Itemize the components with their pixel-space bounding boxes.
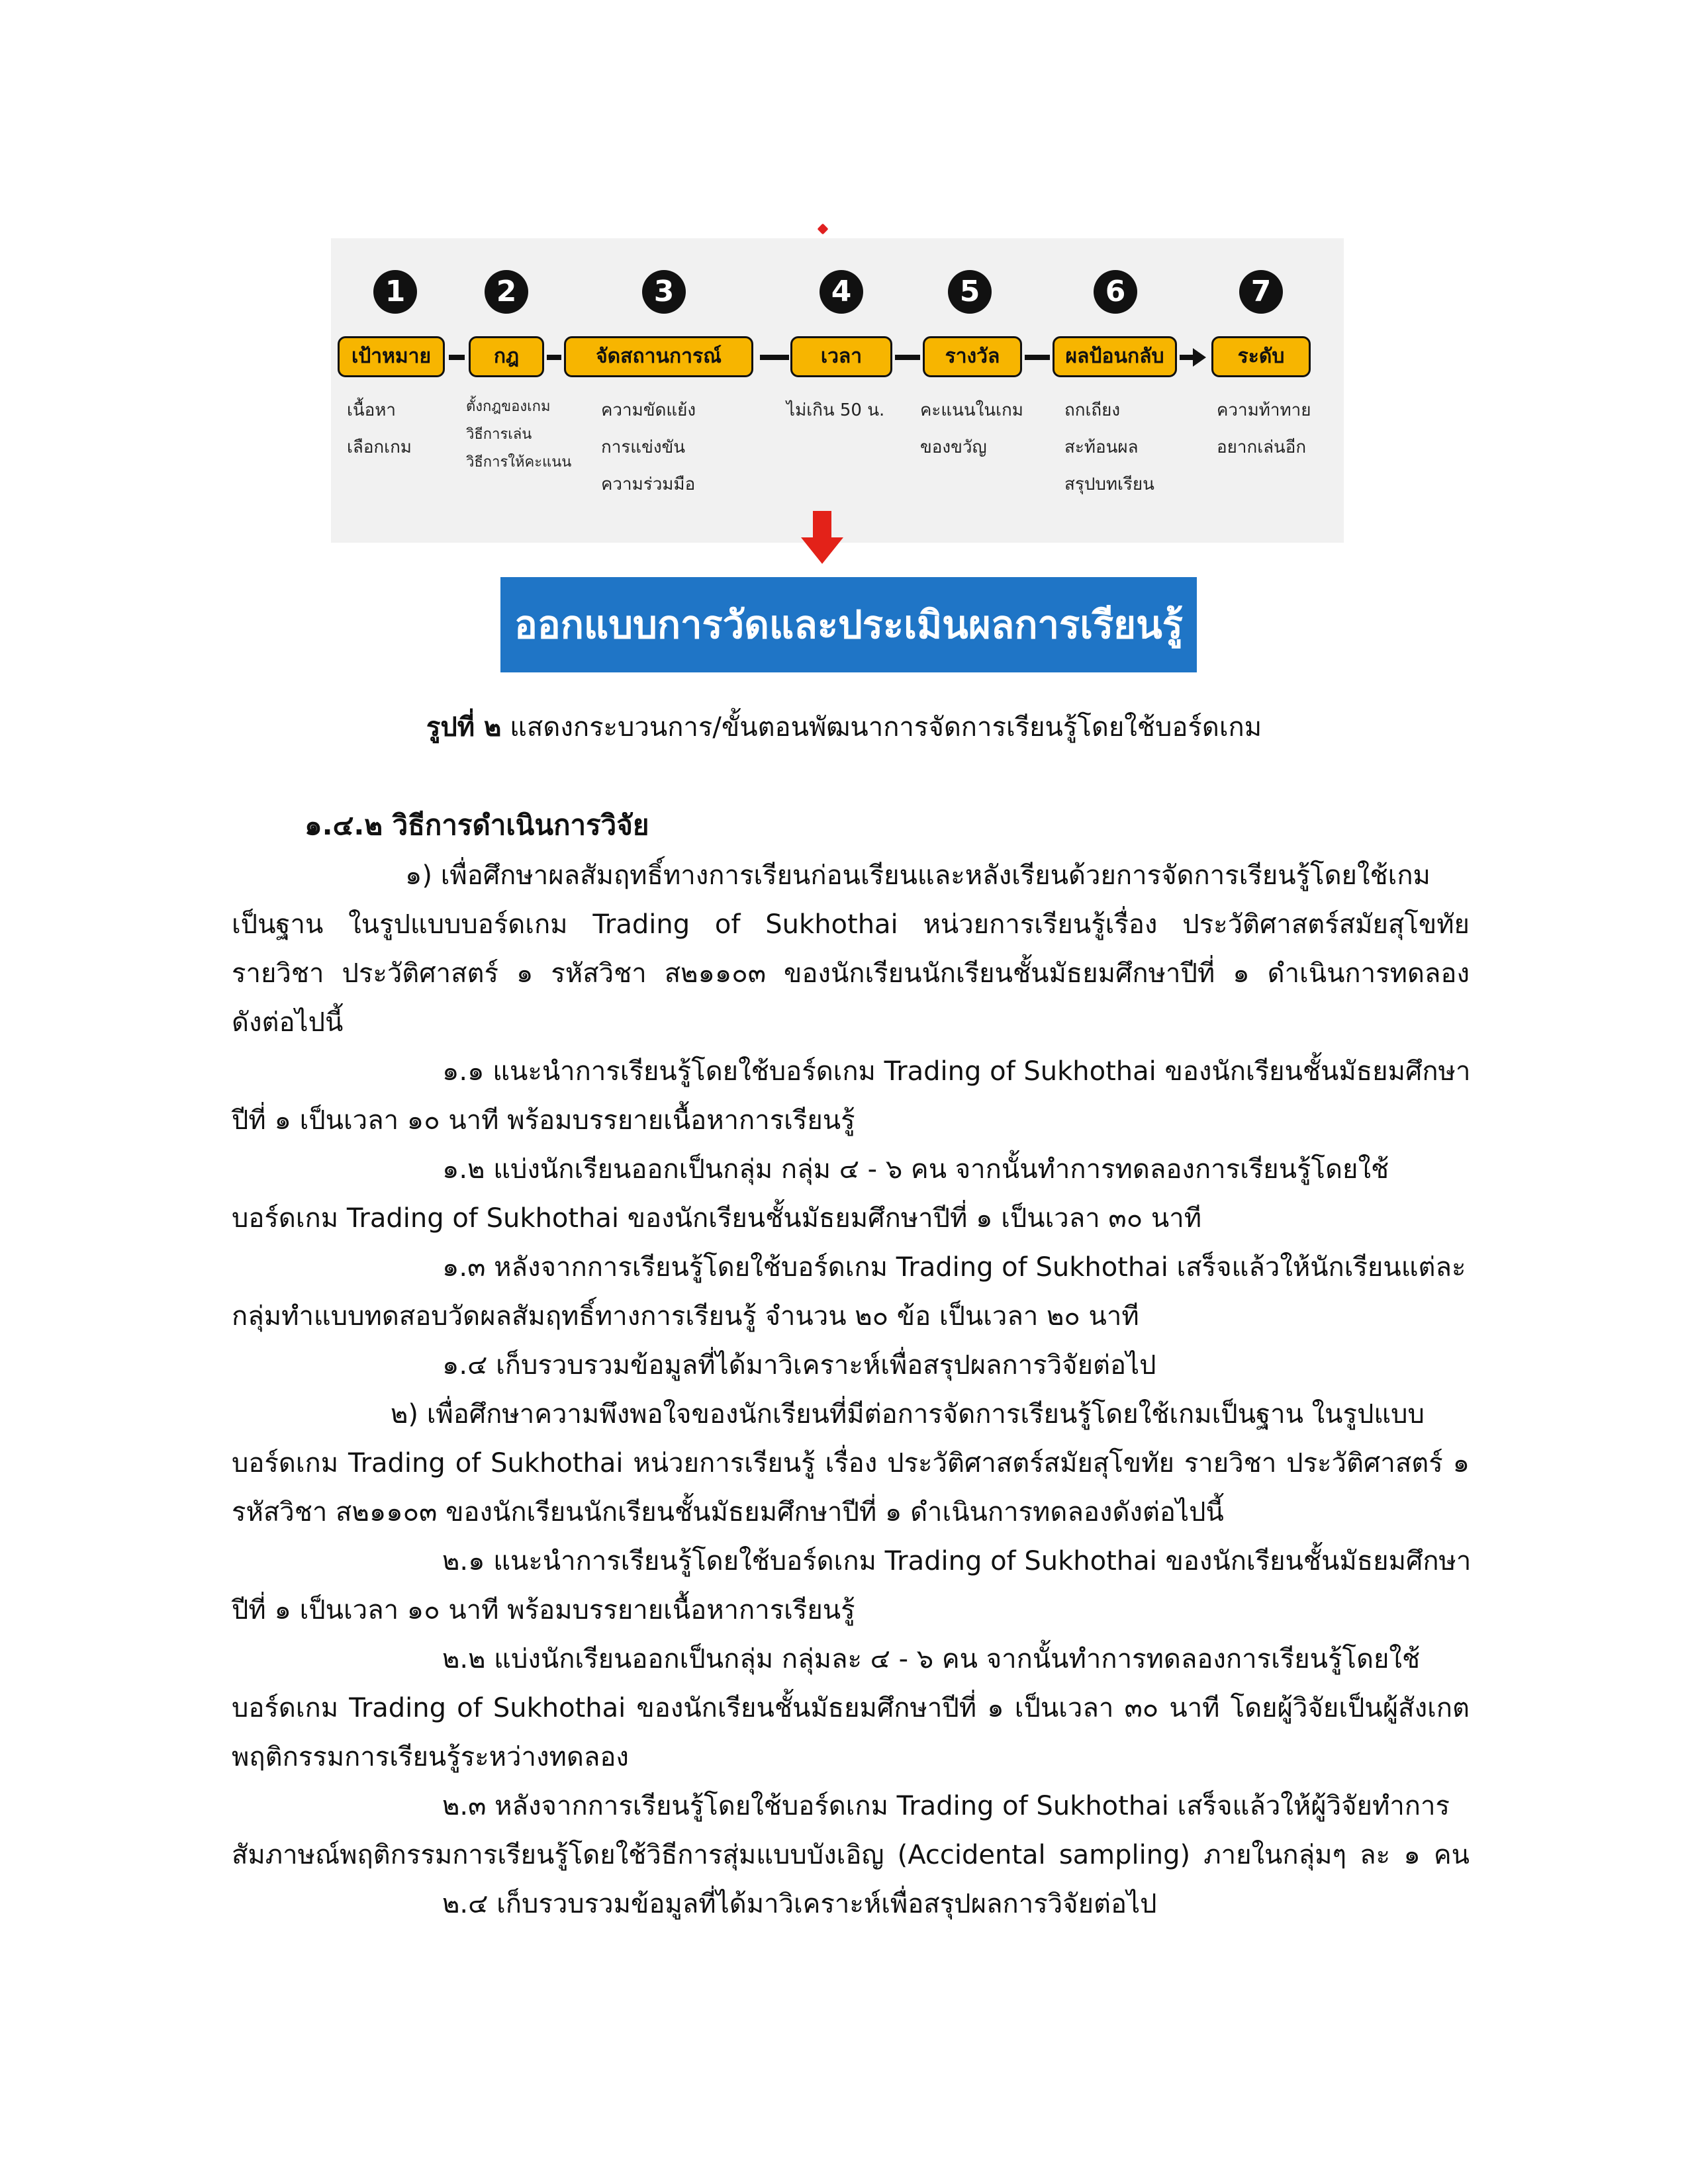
step-2-desc-line: วิธีการเล่น xyxy=(466,426,532,443)
paragraph-line: ปีที่ ๑ เป็นเวลา ๑๐ นาที พร้อมบรรยายเนื้อหาการเรียนรู้ xyxy=(232,1595,855,1625)
step-6-label: ผลป้อนกลับ xyxy=(1053,336,1177,377)
step-3-desc xyxy=(601,392,696,503)
arrow-right-icon xyxy=(1193,348,1206,367)
paragraph-line: บอร์ดเกม Trading of Sukhothai ของนักเรียนชั้นมัธยมศึกษาปีที่ ๑ เป็นเวลา ๓๐ นาที xyxy=(232,1203,1202,1234)
step-6-desc-line: สะท้อนผล xyxy=(1064,437,1139,457)
assessment-banner: ออกแบบการวัดและประเมินผลการเรียนรู้ xyxy=(500,577,1197,672)
paragraph-line: รหัสวิชา ส๒๑๑๐๓ ของนักเรียนนักเรียนชั้นมัธยมศึกษาปีที่ ๑ ดำเนินการทดลองดังต่อไปนี้ xyxy=(232,1497,1224,1527)
step-2-desc xyxy=(466,393,571,477)
paragraph-line: ๒) เพื่อศึกษาความพึงพอใจของนักเรียนที่มีต่อการจัดการเรียนรู้โดยใช้เกมเป็นฐาน ในรูปแบบ xyxy=(391,1399,1425,1430)
paragraph-line: เป็นฐาน ในรูปแบบบอร์ดเกม Trading of Sukhothai หน่วยการเรียนรู้เรื่อง ประวัติศาสตร์สมัยสุโขทัย xyxy=(232,909,1470,940)
paragraph-line: ปีที่ ๑ เป็นเวลา ๑๐ นาที พร้อมบรรยายเนื้อหาการเรียนรู้ xyxy=(232,1105,855,1136)
step-5-number: 5 xyxy=(948,270,992,314)
paragraph-line: ๒.๒ แบ่งนักเรียนออกเป็นกลุ่ม กลุ่มละ ๔ - ๖ คน จากนั้นทำการทดลองการเรียนรู้โดยใช้ xyxy=(442,1644,1421,1674)
paragraph-line: สัมภาษณ์พฤติกรรมการเรียนรู้โดยใช้วิธีการสุ่มแบบบังเอิญ (Accidental sampling) ภายในกลุ่มๆ ละ ๑ คน xyxy=(232,1840,1470,1870)
step-1-number: 1 xyxy=(373,270,417,314)
step-1-desc-line: เนื้อหา xyxy=(347,400,397,420)
step-4-number: 4 xyxy=(820,270,863,314)
step-3-desc-line: ความขัดแย้ง xyxy=(601,400,696,420)
step-5-desc-line: ของขวัญ xyxy=(920,437,987,457)
step-2-label: กฎ xyxy=(469,336,544,377)
arrow-down-head-icon xyxy=(801,537,843,564)
connector xyxy=(760,355,789,360)
step-1-label: เป้าหมาย xyxy=(338,336,445,377)
connector xyxy=(1025,355,1050,360)
paragraph-line: กลุ่มทำแบบทดสอบวัดผลสัมฤทธิ์ทางการเรียนรู้ จำนวน ๒๐ ข้อ เป็นเวลา ๒๐ นาที xyxy=(232,1301,1139,1332)
step-3-desc-line: การแข่งขัน xyxy=(601,437,686,457)
step-7-label: ระดับ xyxy=(1211,336,1311,377)
section-heading: ๑.๔.๒ วิธีการดำเนินการวิจัย xyxy=(305,809,649,841)
step-1-desc-line: เลือกเกม xyxy=(347,437,412,457)
step-7-desc-line: อยากเล่นอีก xyxy=(1217,437,1307,457)
step-2-desc-line: วิธีการให้คะแนน xyxy=(466,454,572,471)
step-2-number: 2 xyxy=(485,270,528,314)
paragraph-line: รายวิชา ประวัติศาสตร์ ๑ รหัสวิชา ส๒๑๑๐๓ ของนักเรียนนักเรียนชั้นมัธยมศึกษาปีที่ ๑ ดำเนินการทดลอง xyxy=(232,958,1470,989)
step-3-number: 3 xyxy=(642,270,686,314)
step-6-desc xyxy=(1064,392,1154,503)
step-7-number: 7 xyxy=(1239,270,1283,314)
top-arrow-tip xyxy=(818,224,829,235)
paragraph-line: ๒.๓ หลังจากการเรียนรู้โดยใช้บอร์ดเกม Trading of Sukhothai เสร็จแล้วให้ผู้วิจัยทำการ xyxy=(442,1791,1450,1821)
step-2-desc-line: ตั้งกฎของเกม xyxy=(466,398,551,415)
step-4-desc xyxy=(786,392,884,429)
step-3-desc-line: ความร่วมมือ xyxy=(601,475,696,494)
step-4-label: เวลา xyxy=(790,336,892,377)
arrow-down-icon xyxy=(813,511,831,540)
connector xyxy=(1180,355,1193,360)
step-6-number: 6 xyxy=(1094,270,1137,314)
figure-caption-text: แสดงกระบวนการ/ขั้นตอนพัฒนาการจัดการเรียนรู้โดยใช้บอร์ดเกม xyxy=(501,712,1262,743)
paragraph-line: ๑) เพื่อศึกษาผลสัมฤทธิ์ทางการเรียนก่อนเรียนและหลังเรียนด้วยการจัดการเรียนรู้โดยใช้เกม xyxy=(405,860,1430,891)
paragraph-line: ๒.๑ แนะนำการเรียนรู้โดยใช้บอร์ดเกม Trading of Sukhothai ของนักเรียนชั้นมัธยมศึกษา xyxy=(442,1546,1472,1576)
paragraph-line: ๑.๔ เก็บรวบรวมข้อมูลที่ได้มาวิเคราะห์เพื่อสรุปผลการวิจัยต่อไป xyxy=(442,1350,1156,1381)
step-5-desc-line: คะแนนในเกม xyxy=(920,400,1023,420)
paragraph-line: ๑.๒ แบ่งนักเรียนออกเป็นกลุ่ม กลุ่ม ๔ - ๖ คน จากนั้นทำการทดลองการเรียนรู้โดยใช้ xyxy=(442,1154,1389,1185)
step-5-label: รางวัล xyxy=(923,336,1022,377)
paragraph-line: บอร์ดเกม Trading of Sukhothai ของนักเรียนชั้นมัธยมศึกษาปีที่ ๑ เป็นเวลา ๓๐ นาที โดยผู้วิจัยเป็นผู้สังเกต xyxy=(232,1693,1470,1723)
paragraph-line: พฤติกรรมการเรียนรู้ระหว่างทดลอง xyxy=(232,1742,629,1772)
step-6-desc-line: สรุปบทเรียน xyxy=(1064,475,1154,494)
connector xyxy=(449,355,465,360)
paragraph-line: ๒.๔ เก็บรวบรวมข้อมูลที่ได้มาวิเคราะห์เพื่อสรุปผลการวิจัยต่อไป xyxy=(442,1889,1157,1919)
paragraph-line: ๑.๑ แนะนำการเรียนรู้โดยใช้บอร์ดเกม Trading of Sukhothai ของนักเรียนชั้นมัธยมศึกษา xyxy=(442,1056,1471,1087)
step-6-desc-line: ถกเถียง xyxy=(1064,400,1121,420)
step-4-desc-line: ไม่เกิน 50 น. xyxy=(786,400,885,420)
paragraph-line: ๑.๓ หลังจากการเรียนรู้โดยใช้บอร์ดเกม Trading of Sukhothai เสร็จแล้วให้นักเรียนแต่ละ xyxy=(442,1252,1466,1283)
figure-caption-label: รูปที่ ๒ xyxy=(426,712,502,743)
step-1-desc xyxy=(347,392,412,466)
paragraph-line: บอร์ดเกม Trading of Sukhothai หน่วยการเรียนรู้ เรื่อง ประวัติศาสตร์สมัยสุโขทัย รายวิชา ประวัติศาสตร์ ๑ xyxy=(232,1448,1470,1479)
figure-caption xyxy=(0,705,1688,748)
step-5-desc xyxy=(920,392,1023,466)
paragraph-line: ดังต่อไปนี้ xyxy=(232,1007,344,1038)
process-diagram xyxy=(331,238,1344,543)
step-7-desc-line: ความท้าทาย xyxy=(1217,400,1311,420)
step-7-desc xyxy=(1217,392,1311,466)
connector xyxy=(895,355,920,360)
connector xyxy=(547,355,561,360)
step-3-label: จัดสถานการณ์ xyxy=(564,336,753,377)
